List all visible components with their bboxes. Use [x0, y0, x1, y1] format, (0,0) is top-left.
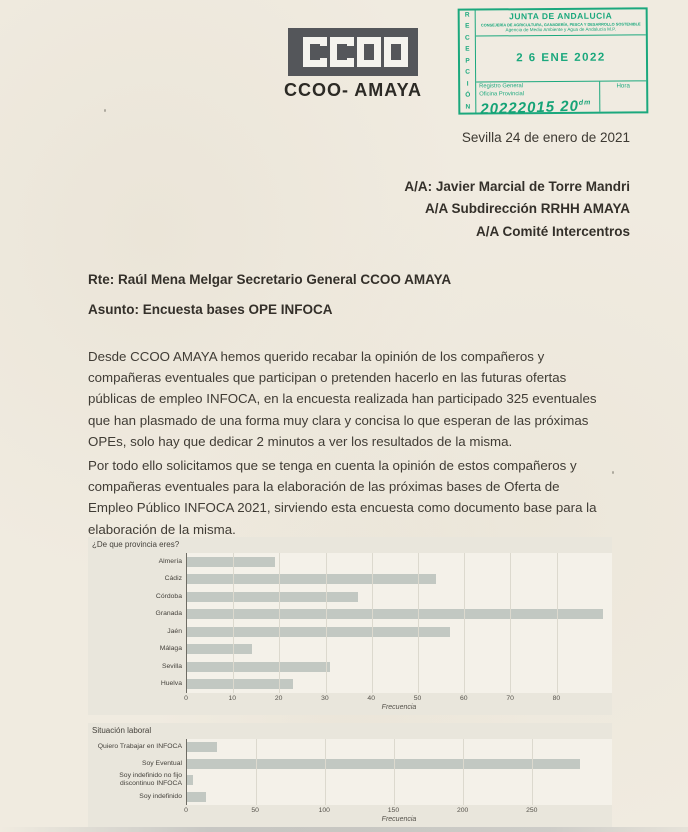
- x-axis-ticks: [186, 693, 612, 703]
- category-label: Huelva: [160, 680, 182, 688]
- gridline: [325, 739, 326, 805]
- x-tick-label: 80: [552, 695, 561, 702]
- stamp-side-letter: P: [465, 57, 470, 65]
- letter-paragraph-1: Desde CCOO AMAYA hemos querido recabar la opinión de los compañeros y compañeras eventuales que participan o pretenden hacerlo en las futuras ofertas públicas de empleo INFOCA, en la encuesta realizada han participado 325 eventuales que han plasmado de una forma muy clara y concisa lo que esperan de las próximas OPEs, solo hay que dedicar 2 minutos a ver los resultados de la misma.: [88, 349, 597, 449]
- chart-provincia: [88, 537, 612, 715]
- bar-row: [187, 772, 612, 789]
- bar-row: [187, 588, 612, 606]
- bar-row: [187, 676, 612, 694]
- x-tick-label: 40: [367, 695, 375, 702]
- x-tick-label: 0: [184, 695, 188, 702]
- reception-stamp: [458, 7, 649, 118]
- x-tick-label: 50: [413, 695, 422, 702]
- gridline: [394, 739, 395, 805]
- category-label: Quiero Trabajar en INFOCA: [97, 743, 182, 751]
- gridline: [256, 739, 257, 805]
- recipient-line: A/A Comité Intercentros: [475, 223, 630, 239]
- stamp-agency-line: Agencia de Medio Ambiente y Agua de Andalucía M.P.: [505, 26, 617, 33]
- gridline: [532, 739, 533, 805]
- bar-0: [187, 557, 275, 567]
- letter-paragraph-2: Por todo ello solicitamos que se tenga en cuenta la opinión de estos compañeros y compañeras eventuales para la elaboración de las próximas bases de Oferta de Empleo Público INFOCA 2021, sirviendo esta encuesta como documento base para la elaboración de la misma.: [88, 458, 597, 537]
- paper-speck: [104, 109, 106, 112]
- x-tick-label: 10: [228, 695, 237, 702]
- stamp-side-letter: C: [465, 68, 470, 76]
- gridline: [326, 553, 327, 693]
- bar-row: [187, 623, 612, 641]
- stamp-handwritten-registry-number: 20222015 $20^{dm}$: [480, 97, 592, 118]
- gridline: [510, 553, 511, 693]
- stamp-side-letter: Ó: [465, 91, 471, 99]
- stamp-side-recepcion: [460, 11, 477, 113]
- category-label: Soy indefinido no fijo discontinuo INFOCA: [119, 772, 182, 788]
- gridline: [418, 553, 419, 693]
- stamp-date: 2 6 ENE 2022: [516, 52, 606, 65]
- x-axis-ticks: [186, 805, 612, 815]
- stamp-header: [476, 9, 646, 36]
- x-tick-label: 0: [184, 807, 188, 814]
- ccoo-logo-block: [283, 28, 423, 100]
- x-tick-label: 200: [456, 807, 469, 814]
- chart-title: Situación laboral: [92, 726, 152, 735]
- category-label: Granada: [155, 610, 182, 618]
- x-tick-label: 70: [506, 695, 514, 702]
- x-axis-label: Frecuencia: [381, 816, 417, 823]
- bar-row: [187, 553, 612, 571]
- stamp-registry-line2: Oficina Provincial: [479, 91, 525, 98]
- stamp-registry-line1: Registro General: [479, 83, 524, 90]
- stamp-side-letter: R: [464, 11, 470, 19]
- sender-line: Rte: Raúl Mena Melgar Secretario General CCOO AMAYA: [88, 272, 452, 287]
- x-tick-label: 30: [321, 695, 329, 702]
- bar-row: [187, 641, 612, 659]
- category-label: Málaga: [159, 645, 182, 653]
- bar-row: [187, 739, 612, 756]
- chart-title: ¿De que provincia eres?: [92, 540, 180, 549]
- chart-plot-area: [186, 553, 612, 693]
- bar-1: [187, 574, 436, 584]
- chart-plot-area: [186, 739, 612, 805]
- bar-6: [187, 662, 330, 672]
- stamp-org-line: JUNTA DE ANDALUCIA: [509, 10, 613, 22]
- bar-row: [187, 571, 612, 589]
- stamp-side-letter: E: [465, 45, 470, 53]
- x-axis-label: Frecuencia: [381, 704, 417, 711]
- bar-7: [187, 679, 293, 689]
- recipients-block: [404, 176, 630, 243]
- category-label: Córdoba: [155, 592, 182, 600]
- recipient-line: A/A: Javier Marcial de Torre Mandri: [404, 179, 630, 194]
- gridline: [557, 553, 558, 693]
- x-tick-label: 150: [387, 807, 400, 814]
- gridline: [279, 553, 280, 693]
- logo-caption: CCOO- AMAYA: [283, 80, 423, 100]
- bar-row: [187, 789, 612, 806]
- bar-row: [187, 606, 612, 624]
- category-label: Almería: [158, 557, 182, 565]
- ccoo-logo-icon: [288, 28, 418, 76]
- gridline: [463, 739, 464, 805]
- stamp-side-letter: C: [464, 34, 470, 42]
- stamp-side-letter: I: [466, 80, 469, 88]
- x-tick-label: 100: [318, 807, 330, 814]
- recipient-line: A/A Subdirección RRHH AMAYA: [424, 201, 630, 217]
- bar-row: [187, 658, 612, 676]
- letter-date-line: Sevilla 24 de enero de 2021: [461, 130, 630, 145]
- bar-0: [187, 742, 217, 752]
- stamp-side-letter: N: [465, 103, 471, 111]
- subject-line: Asunto: Encuesta bases OPE INFOCA: [88, 302, 333, 317]
- x-tick-label: 20: [274, 695, 283, 702]
- bar-4: [187, 627, 450, 637]
- bar-2: [187, 592, 358, 602]
- gridline: [233, 553, 234, 693]
- stamp-hora-cell: Hora: [599, 81, 646, 111]
- scan-edge-shadow: [0, 827, 688, 832]
- chart-category-labels: [88, 553, 186, 693]
- chart-situacion-laboral: [88, 723, 612, 827]
- category-label: Cádiz: [164, 575, 182, 583]
- gridline: [372, 553, 373, 693]
- bar-2: [187, 775, 193, 785]
- x-tick-label: 60: [460, 695, 468, 702]
- category-label: Soy Eventual: [141, 759, 182, 767]
- x-tick-label: 250: [526, 807, 538, 814]
- category-label: Sevilla: [161, 662, 182, 670]
- paper-speck: [612, 471, 614, 474]
- stamp-side-letter: E: [465, 23, 470, 31]
- bar-1: [187, 759, 580, 769]
- gridline: [464, 553, 465, 693]
- category-label: Jaén: [167, 627, 182, 635]
- bar-3: [187, 609, 603, 619]
- bar-3: [187, 792, 206, 802]
- category-label: Soy indefinido: [139, 792, 182, 800]
- x-tick-label: 50: [251, 807, 259, 814]
- stamp-dept-line: CONSEJERÍA DE AGRICULTURA, GANADERÍA, PESCA Y DESARROLLO SOSTENIBLE: [480, 21, 641, 28]
- bar-row: [187, 756, 612, 773]
- stamp-main: [476, 9, 647, 118]
- bar-5: [187, 644, 252, 654]
- chart-category-labels: [88, 739, 186, 805]
